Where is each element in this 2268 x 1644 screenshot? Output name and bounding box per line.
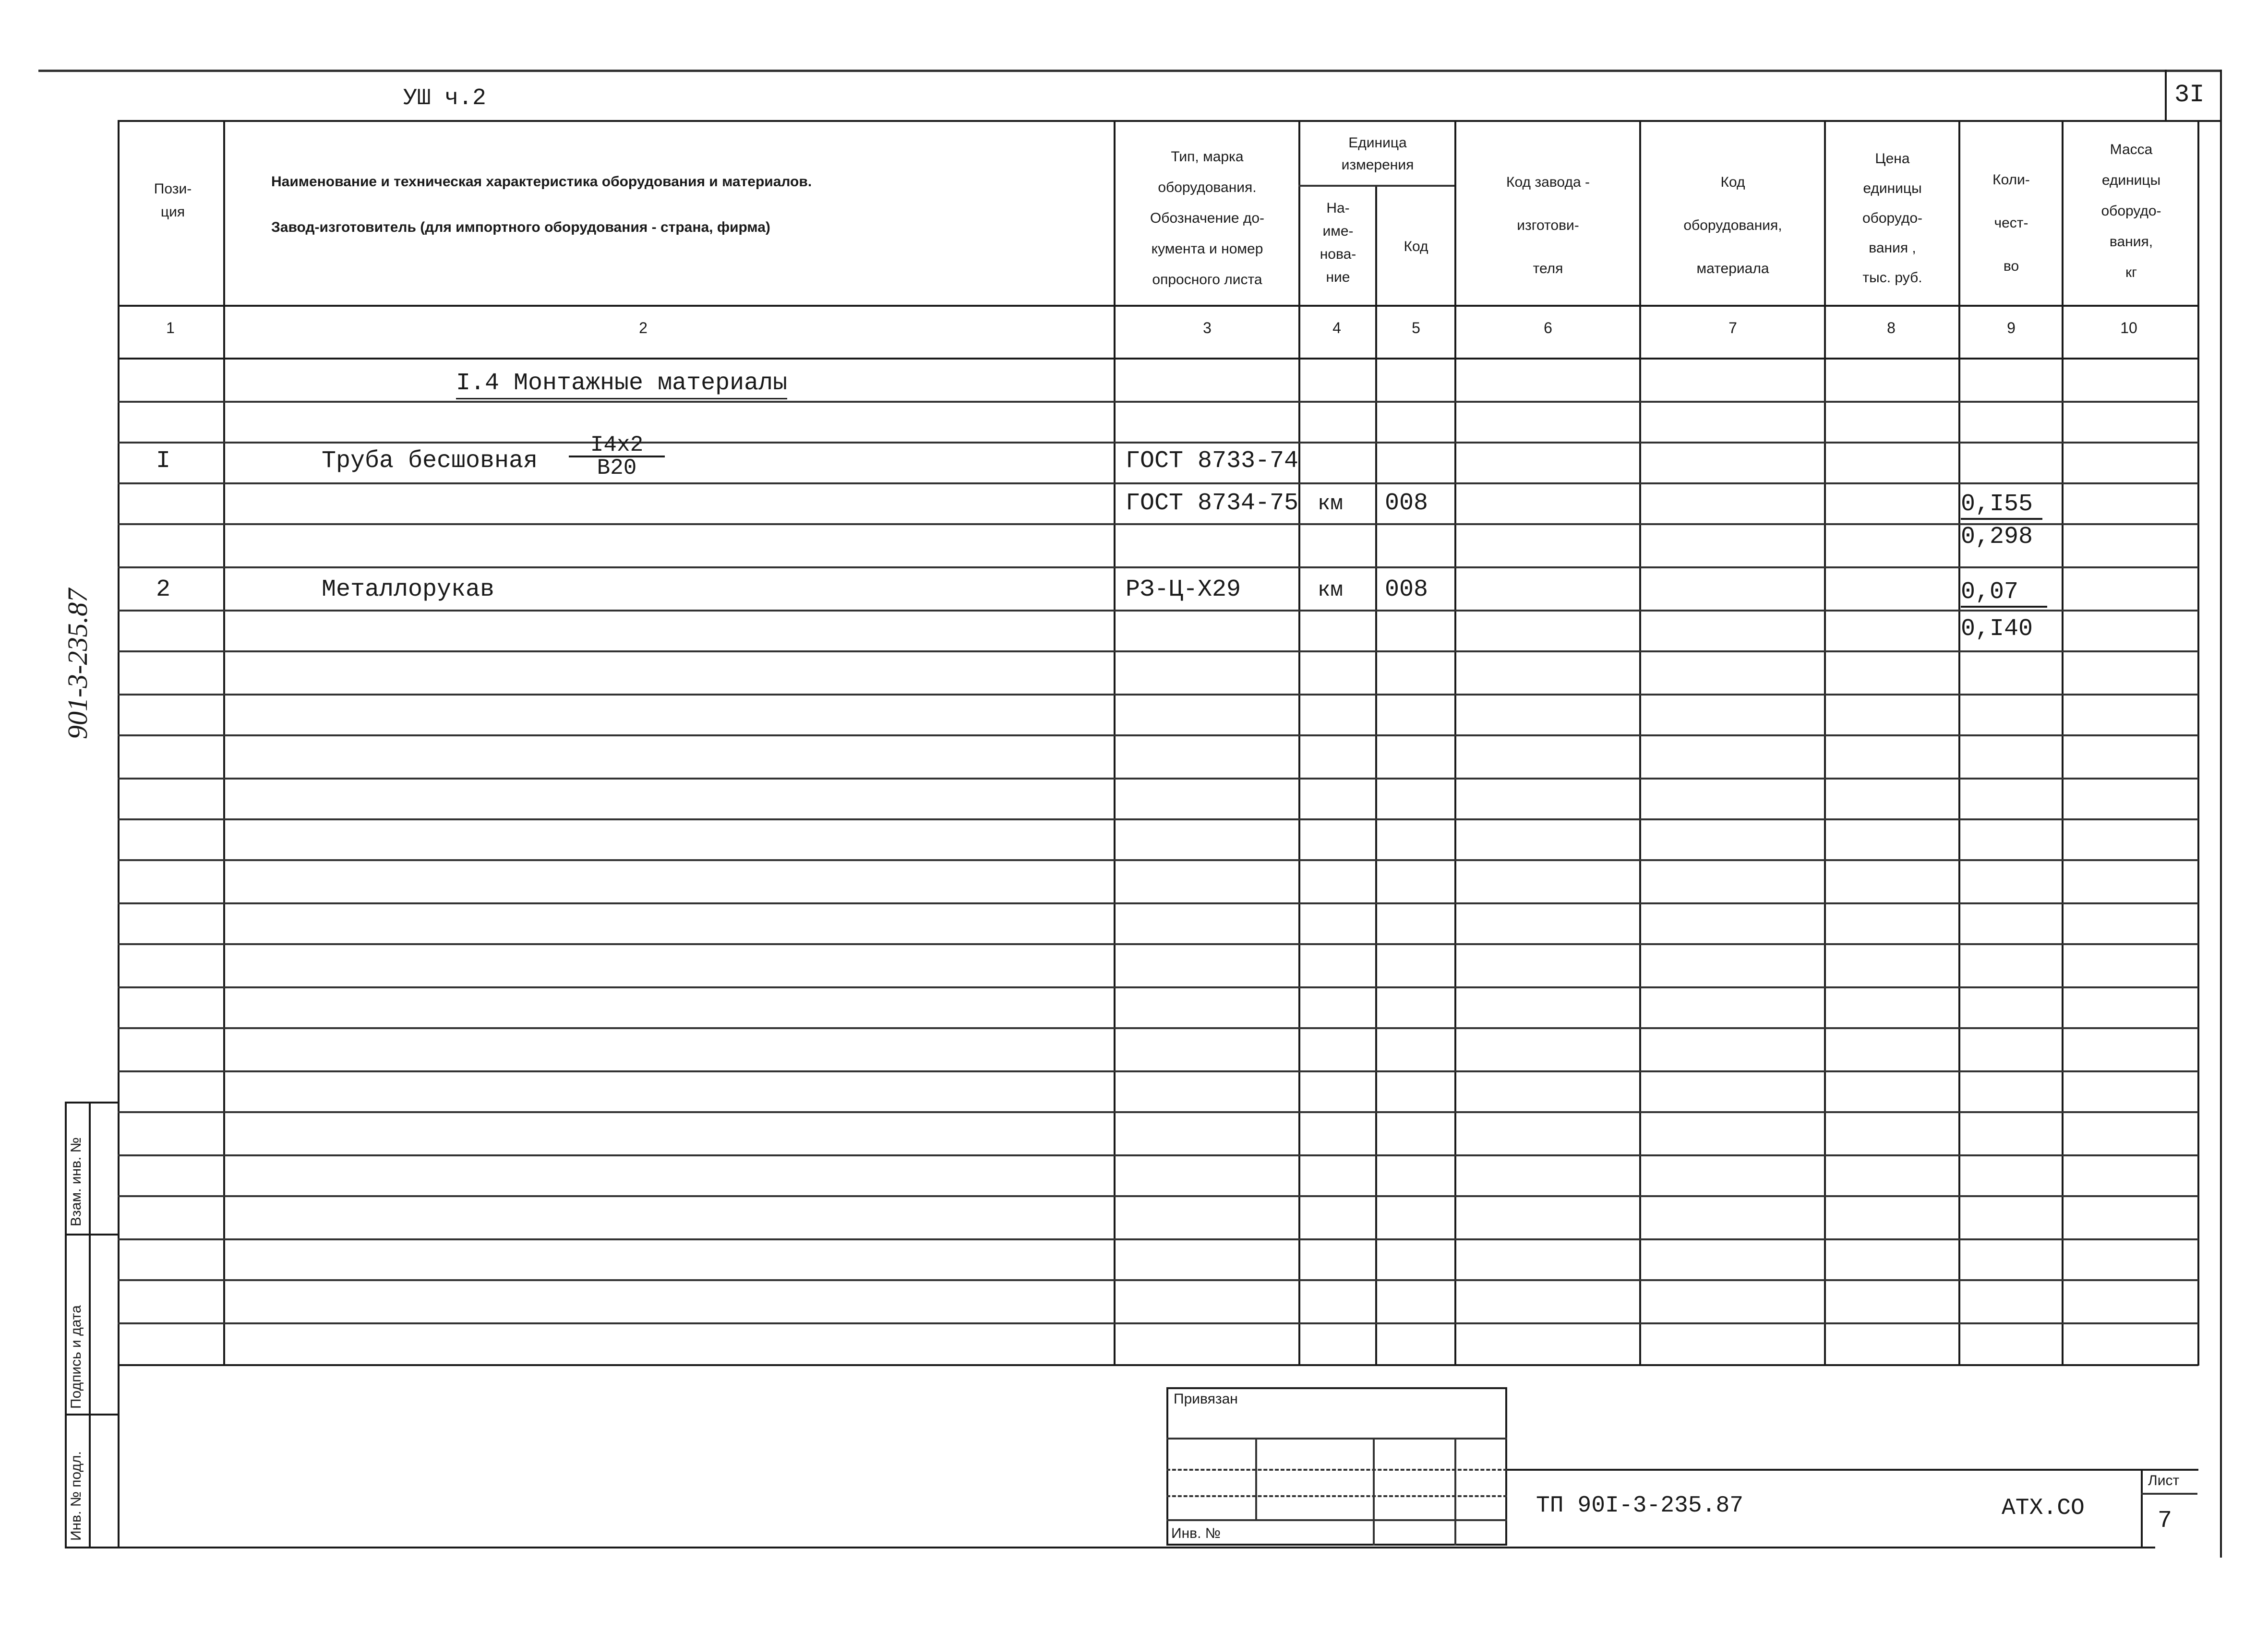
col-sep-6 <box>1639 120 1641 1366</box>
row-line <box>118 1238 2198 1240</box>
table-row-2-qty-bottom: 0,I40 <box>1961 615 2033 643</box>
row-line <box>118 1195 2198 1197</box>
side-stamp-replace-inv: Взам. инв. № <box>68 1137 84 1226</box>
col-number: 8 <box>1887 319 1896 336</box>
frame-right <box>2220 70 2222 1558</box>
side-stamp-top <box>65 1102 119 1104</box>
row-line <box>118 818 2198 820</box>
col-number: 5 <box>1412 319 1420 336</box>
side-stamp-left <box>65 1102 67 1548</box>
row-line <box>118 401 2198 403</box>
row-line <box>118 1279 2198 1281</box>
numbers-bottom <box>118 358 2198 360</box>
sheet-label-line <box>2141 1493 2197 1495</box>
table-row-1-name: Труба бесшовная <box>322 447 538 475</box>
header-mass: Масса единицы оборудо- вания, кг <box>2101 142 2161 280</box>
row-line <box>118 1154 2198 1156</box>
col-sep-1 <box>223 120 225 1366</box>
col-sep-5 <box>1454 120 1456 1366</box>
col-number: 6 <box>1544 319 1552 336</box>
table-row-1-unit: км <box>1318 492 1343 516</box>
bound-col1 <box>1255 1438 1257 1519</box>
table-row-2-type: РЗ-Ц-Х29 <box>1126 576 1241 603</box>
side-stamp-signature: Подпись и дата <box>68 1305 84 1409</box>
row-line <box>118 1322 2198 1324</box>
col-sep-4 <box>1375 185 1377 1366</box>
top-rule <box>38 70 2220 72</box>
table-row-1-fraction: I4x2 В20 <box>569 434 665 479</box>
table-row-1-code: 008 <box>1385 490 1428 517</box>
table-row-2-qty-top: 0,07 <box>1961 578 2047 608</box>
row-line <box>118 1070 2198 1072</box>
title-block-top <box>1507 1469 2198 1471</box>
col-number: 10 <box>2120 319 2137 336</box>
row-line <box>118 442 2198 444</box>
col-number: 2 <box>639 319 648 336</box>
series-label: УШ ч.2 <box>403 85 486 111</box>
side-stamp-sep2 <box>65 1414 119 1416</box>
table-left <box>118 120 120 1548</box>
sheet-value: 7 <box>2158 1507 2172 1535</box>
bound-col3 <box>1454 1438 1456 1546</box>
row-line <box>118 902 2198 904</box>
row-line <box>118 650 2198 652</box>
col-number: 9 <box>2007 319 2016 336</box>
row-line <box>118 566 2198 568</box>
header-type: Тип, марка оборудования. Обозначение до- кумента и номер опросного листа <box>1150 149 1265 288</box>
col-sep-2 <box>1114 120 1116 1366</box>
set-code: АТХ.СО <box>2002 1495 2085 1521</box>
table-row-1-type-line1: ГОСТ 8733-74 <box>1126 447 1299 475</box>
header-unit-group: Единица измерения <box>1341 135 1414 173</box>
document-code: ТП 90I-3-235.87 <box>1536 1493 1744 1519</box>
col-number: 1 <box>166 319 175 336</box>
col-sep-3 <box>1298 120 1300 1366</box>
row-line <box>118 778 2198 780</box>
row-line <box>118 694 2198 696</box>
header-price: Цена единицы оборудо- вания , тыс. руб. <box>1862 151 1923 286</box>
table-row-2-name: Металлорукав <box>322 576 495 603</box>
header-unit-code: Код <box>1404 239 1428 254</box>
table-right <box>2197 120 2199 1366</box>
row-line <box>118 1111 2198 1113</box>
row-line <box>118 523 2198 525</box>
header-equipment-code: Код оборудования, материала <box>1683 174 1782 276</box>
row-line <box>118 859 2198 861</box>
row-line <box>118 734 2198 736</box>
row-line <box>118 610 2198 612</box>
row-line <box>118 1027 2198 1029</box>
table-row-1-qty-top: 0,I55 <box>1961 491 2042 520</box>
col-sep-9 <box>2062 120 2064 1366</box>
inv-label: Инв. № <box>1171 1525 1221 1541</box>
col-number: 7 <box>1728 319 1737 336</box>
sheet-box-left <box>2141 1469 2143 1548</box>
section-title: I.4 Монтажные материалы <box>456 370 787 399</box>
col-number: 3 <box>1203 319 1212 336</box>
sheet-label: Лист <box>2148 1473 2180 1488</box>
header-name-line2: Завод-изготовитель (для импортного оборудования - страна, фирма) <box>271 219 770 235</box>
side-document-code: 901-3-235.87 <box>62 588 93 739</box>
col-sep-7 <box>1824 120 1826 1366</box>
row-line <box>118 482 2198 484</box>
sheet-number: 3I <box>2174 81 2205 109</box>
table-row-1-qty-bottom: 0,298 <box>1961 523 2033 551</box>
col-number: 4 <box>1332 319 1341 336</box>
header-quantity: Коли- чест- во <box>1992 172 2030 274</box>
header-bottom <box>118 305 2198 307</box>
table-row-2-unit: км <box>1318 578 1343 602</box>
row-line <box>118 986 2198 988</box>
header-plant-code: Код завода - изготови- теля <box>1506 174 1590 276</box>
bound-label: Привязан <box>1174 1391 1238 1407</box>
row-line <box>118 943 2198 945</box>
unit-group-divider <box>1298 185 1454 187</box>
side-stamp-orig-inv: Инв. № подл. <box>68 1451 84 1541</box>
table-row-1-type-line2: ГОСТ 8734-75 <box>1126 490 1299 517</box>
bound-col2 <box>1373 1438 1375 1546</box>
header-name-line1: Наименование и техническая характеристика оборудования и материалов. <box>271 174 812 190</box>
side-stamp-mid <box>89 1102 91 1548</box>
table-row-1-position: I <box>156 447 171 475</box>
table-row-2-position: 2 <box>156 576 171 603</box>
sheet-number-box-left <box>2165 70 2167 120</box>
header-position: Пози- ция <box>154 181 192 220</box>
table-row-2-code: 008 <box>1385 576 1428 603</box>
frame-top <box>118 120 2220 122</box>
side-stamp-sep1 <box>65 1234 119 1236</box>
side-stamp-bottom <box>65 1547 2155 1548</box>
header-unit-name: На- име- нова- ние <box>1320 200 1356 285</box>
col-sep-8 <box>1958 120 1960 1366</box>
table-bottom <box>118 1364 2198 1366</box>
